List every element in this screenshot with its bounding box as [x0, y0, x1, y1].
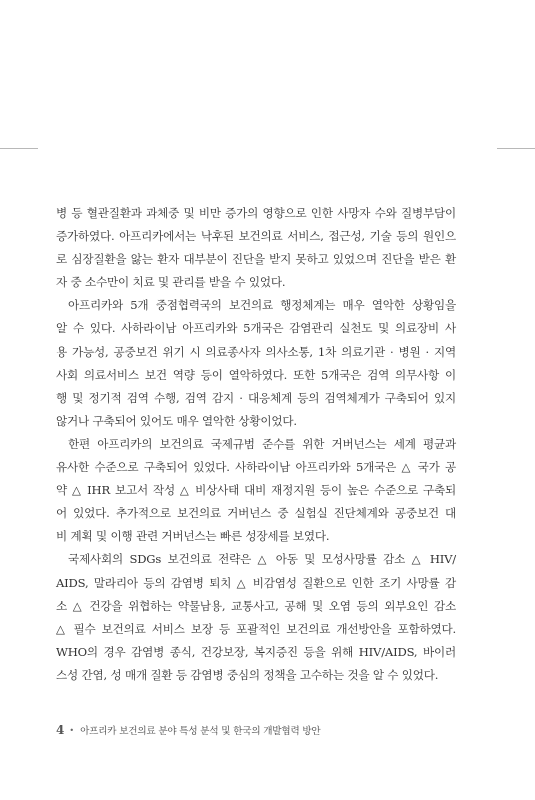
paragraph-4 — [56, 548, 456, 687]
text-line: 증가하였다. 아프리카에서는 낙후된 보건의료 서비스, 접근성, 기술 등의 원인으 — [56, 229, 456, 244]
paragraph-1 — [56, 202, 456, 294]
paragraph-2 — [56, 294, 456, 433]
text-line: 어 있었다. 추가적으로 보건의료 거버넌스 중 실험실 진단체계와 공중보건 대 — [56, 506, 456, 521]
text-line: 않거나 구축되어 있어도 매우 열악한 상황이었다. — [56, 413, 297, 428]
page-number: 4 — [56, 723, 65, 737]
text-line: 스성 간염, 성 매개 질환 등 감염병 중심의 정책을 고수하는 것을 알 수 있었다. — [56, 667, 439, 682]
text-line: 한편 아프리카의 보건의료 국제규범 준수를 위한 거버넌스는 세계 평균과 — [68, 436, 456, 451]
page-footer — [56, 721, 321, 737]
body-text — [56, 202, 456, 687]
text-line: 유사한 수준으로 구축되어 있었다. 사하라이남 아프리카와 5개국은 △ 국가 공 — [56, 460, 456, 475]
text-line: 용 가능성, 공중보건 위기 시 의료종사자 의사소통, 1차 의료기관 · 병원 · 지역 — [56, 344, 456, 359]
text-line: WHO의 경우 감염병 종식, 건강보장, 복지증진 등을 위해 HIV/AIDS, 바이러 — [56, 644, 456, 659]
text-line: 소 △ 건강을 위협하는 약물남용, 교통사고, 공해 및 오염 등의 외부요인 감소 — [56, 598, 456, 613]
text-line: △ 필수 보건의료 서비스 보장 등 포괄적인 보건의료 개선방안을 포함하였다. — [56, 621, 456, 636]
text-line: 사회 의료서비스 보건 역량 등이 열악하였다. 또한 5개국은 검역 의무사항 이 — [56, 367, 456, 382]
text-line: 병 등 혈관질환과 과체중 및 비만 증가의 영향으로 인한 사망자 수와 질병부담이 — [56, 206, 456, 220]
text-line: 아프리카와 5개 중점협력국의 보건의료 행정체계는 매우 열악한 상황임을 — [68, 298, 456, 313]
crop-mark-left — [0, 148, 38, 149]
text-line: 비 계획 및 이행 관련 거버넌스는 빠른 성장세를 보였다. — [56, 529, 330, 544]
running-title: 아프리카 보건의료 분야 특성 분석 및 한국의 개발협력 방안 — [80, 726, 321, 737]
text-line: 약 △ IHR 보고서 작성 △ 비상사태 대비 재정지원 등이 높은 수준으로 구축되 — [56, 483, 456, 498]
text-line: 로 심장질환을 앓는 환자 대부분이 진단을 받지 못하고 있었으며 진단을 받은 환 — [56, 252, 456, 267]
text-line: 행 및 정기적 검역 수행, 검역 감지 · 대응체계 등의 검역체계가 구축되어 있지 — [56, 390, 456, 405]
text-line: 국제사회의 SDGs 보건의료 전략은 △ 아동 및 모성사망률 감소 △ HIV/ — [68, 552, 456, 567]
text-line: 자 중 소수만이 치료 및 관리를 받을 수 있었다. — [56, 275, 286, 290]
text-line: 알 수 있다. 사하라이남 아프리카와 5개국은 감염관리 실천도 및 의료장비 사 — [56, 321, 456, 336]
crop-mark-right — [497, 148, 535, 149]
bullet-separator: • — [69, 726, 75, 735]
text-line: AIDS, 말라리아 등의 감염병 퇴치 △ 비감염성 질환으로 인한 조기 사망률 감 — [56, 575, 456, 590]
paragraph-3 — [56, 433, 456, 548]
